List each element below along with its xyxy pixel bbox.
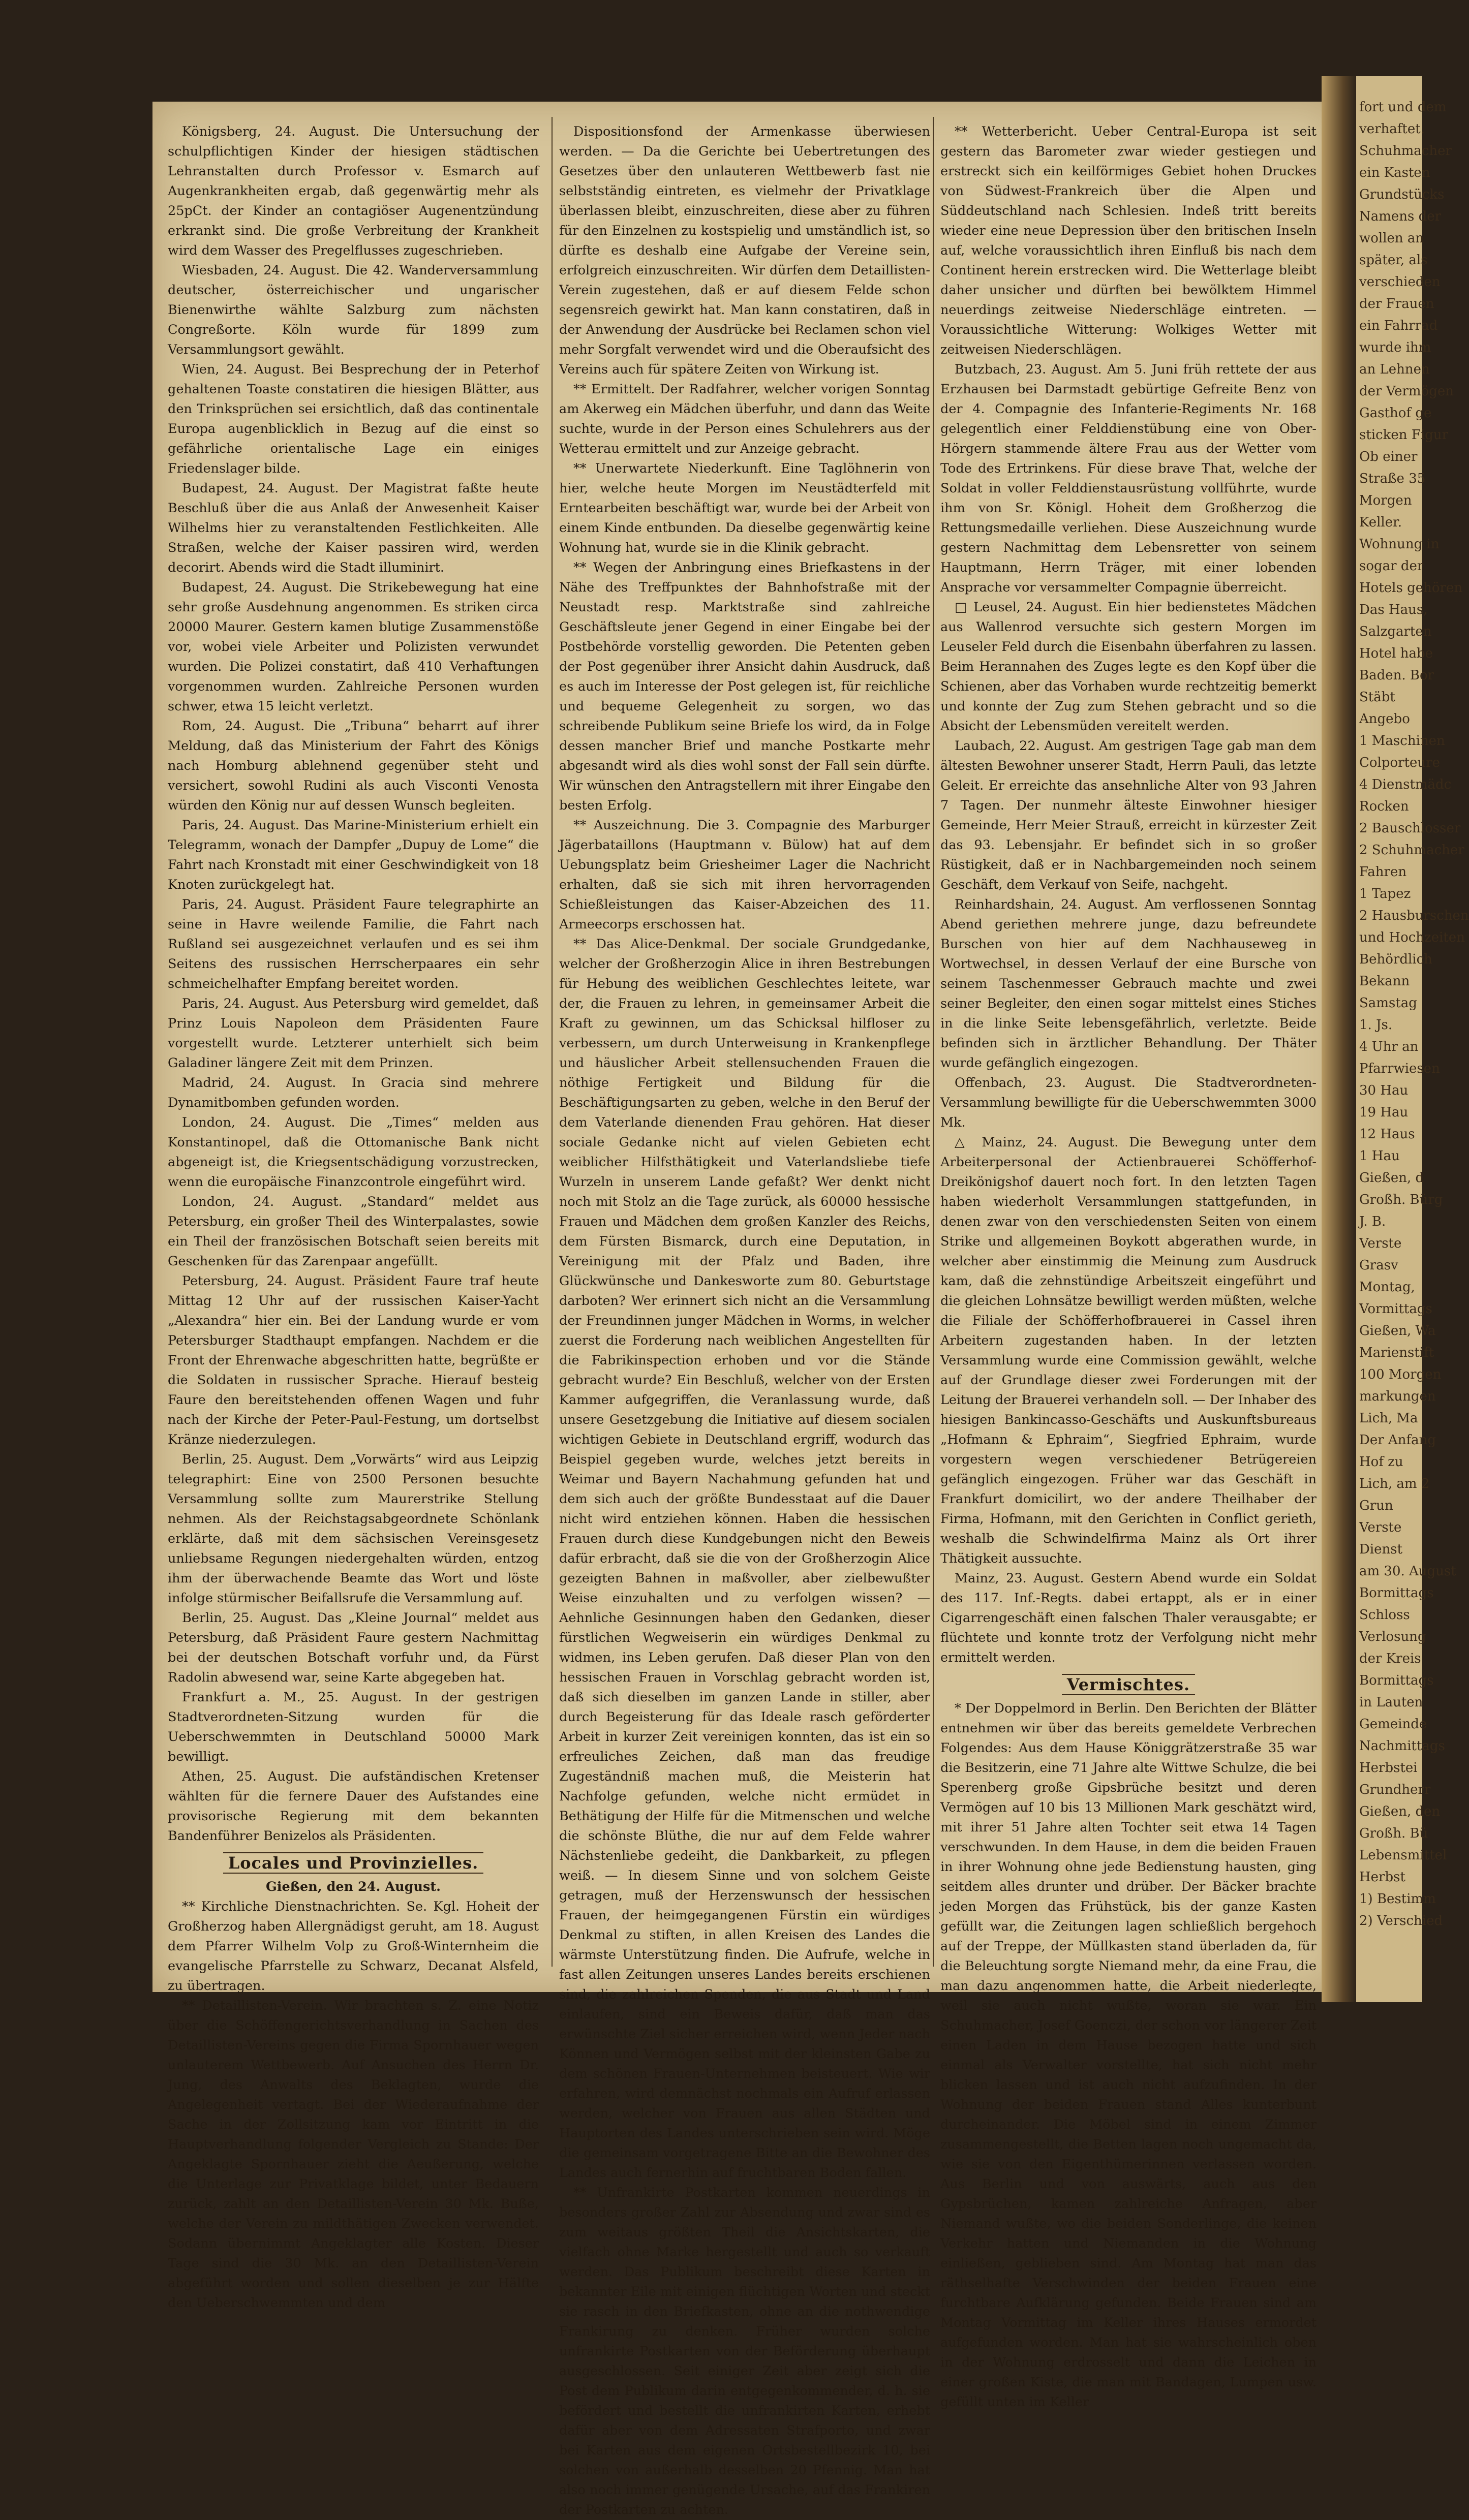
facing-page-line: 1 Hau	[1359, 1148, 1400, 1164]
facing-page-line: Rocken	[1359, 799, 1409, 814]
facing-page-line: markungen	[1359, 1389, 1436, 1404]
facing-page-line: Pfarrwiesen	[1359, 1061, 1440, 1076]
article-kirchliche: ** Kirchliche Dienstnachrichten. Se. Kgl. Hoheit der Großherzog haben Allergnädigst geruht, am 18. August dem Pfarrer Wilhelm Volp zu Groß-Winternheim die evangelische Pfarrstelle zu Schwarz, Decanat Alsfeld, zu übertragen.	[168, 1899, 539, 1994]
article-london-1: London, 24. August. Die „Times“ melden aus Konstantinopel, daß die Ottomanische Bank nicht abgeneigt ist, die Kriegsentschädigung vorzustrecken, wenn die europäische Finanzcontrole eingeführt wird.	[168, 1115, 539, 1190]
facing-page-line: in Lauten	[1359, 1695, 1423, 1710]
facing-page-line: Behördlich	[1359, 952, 1432, 967]
facing-page-line: Schuhmacher	[1359, 143, 1452, 159]
column-1	[168, 122, 539, 2311]
facing-page-text	[1356, 76, 1469, 1932]
facing-page-line: Lich, am 2	[1359, 1476, 1430, 1491]
facing-page-line: Gemeinde	[1359, 1717, 1427, 1732]
facing-page-line: Vormittags	[1359, 1301, 1432, 1317]
article-leusel: □ Leusel, 24. August. Ein hier bedienstetes Mädchen aus Wallenrod versuchte sich gestern Morgen im Leuseler Feld durch die Eisenbahn überfahren zu lassen. Beim Herannahen des Zuges legte es den Kopf über die Schienen, aber das Vorhaben wurde rechtzeitig bemerkt und konnte der Zug zum Stehen gebracht und so die Absicht der Lebensmüden vereitelt werden.	[940, 600, 1317, 734]
facing-page-line: ein Kasten	[1359, 165, 1430, 180]
article-doppelmord: * Der Doppelmord in Berlin. Den Berichten der Blätter entnehmen wir über das bereits gemeldete Verbrechen Folgendes: Aus dem Hause Königgrätzerstraße 35 war die Besitzerin, eine 71 Jahre alte Wittwe Schulze, die bei Sperenberg große Gipsbrüche besitzt und deren Vermögen auf 10 bis 13 Millionen Mark geschätzt wird, mit ihrer 51 Jahre alten Tochter seit etwa 14 Tagen verschwunden. In dem Hause, in dem die beiden Frauen in ihrer Wohnung ohne jede Bedienstung hausten, ging seitdem alles drunter und drüber. Der Bäcker brachte jeden Morgen das Frühstück, bis der ganze Kasten gefüllt war, die Zeitungen lagen schließlich bergehoch auf der Treppe, der Müllkasten stand überladen da, für die Beleuchtung sorgte Niemand mehr, da eine Frau, die man dazu angenommen hatte, die Arbeit niederlegte, weil sie auch nicht wußte, woran sie war. Ein Schuhmacher, Josef Goenczi, der schon vor längerer Zeit einen Laden in dem Hause bezogen hatte und sich einmal als Verwalter vorstellte, hat sich nicht mehr blicken lassen und ist auch nicht aufzufinden. In der Wohnung der beiden Frauen stand Alles kunterbunt durcheinander. Die Möbel sind in einem Zimmer zusammengestellt, die Betten lagen noch ungemacht da, wie sie von den Eigenthümerinnen verlassen worden. Aus Berlin und von auswärts, auch aus den Gypsbrüchen, kamen zahlreiche Anfragen, aber Niemand wußte, wo die beiden Sonderlinge, die keinen Verkehr hatten und Niemanden in die Wohnung einließen, geblieben sind. Am Montag hat man das räthselhafte Verschwinden der beiden Frauen eine furchtbare Aufklärung gefunden. Beide Frauen sind am Montag Vormittag im Keller ihres Hauses ermordet aufgefunden worden. Man hat sie wahrscheinlich oben in der Wohnung erdrosselt und dann die Leichen in einer großen Kiste, die man mit Bandagen, Lumpen usw. gefüllt unten im Keller	[940, 1701, 1317, 2410]
facing-page-line: Gießen, Wa	[1359, 1323, 1436, 1339]
section-heading-text: Locales und Provinzielles.	[223, 1852, 484, 1874]
facing-page-line: 2 Hausburschen	[1359, 908, 1469, 923]
facing-page-line: Grundstücks	[1359, 187, 1445, 202]
facing-page-line: 4 Dienstmädc	[1359, 777, 1452, 792]
facing-page-line: verhaftet.	[1359, 121, 1425, 137]
section-heading-text: Vermischtes.	[1062, 1674, 1195, 1695]
facing-page-line: Grundherr	[1359, 1782, 1431, 1797]
facing-page-line: Fahren	[1359, 864, 1407, 880]
facing-page-line: Hotels gehören	[1359, 580, 1463, 596]
article-continuation: Dispositionsfond der Armenkasse überwiesen werden. — Da die Gerichte bei Uebertretungen des Gesetzes über den unlauteren Wettbewerb fast nie selbstständig eintreten, es vielmehr der Privatklage überlassen bleibt, einzuschreiten, diese aber zu führen für den Einzelnen zu kostspielig und umständlich ist, so dürfte es deshalb eine Aufgabe der Vereine sein, erfolgreich einzuschreiten. Wir dürfen dem Detaillisten-Verein zugestehen, daß er auf diesem Felde schon segensreich gewirkt hat. Man kann constatiren, daß in der Anwendung der Ausdrücke bei Reclamen schon viel mehr Sorgfalt verwendet wird und die Oberaufsicht des Vereins auch für spätere Zeiten von Wirkung ist.	[559, 124, 930, 377]
article-paris-3: Paris, 24. August. Aus Petersburg wird gemeldet, daß Prinz Louis Napoleon dem Präsidenten Faure vorgestellt wurde. Letzterer unterhielt sich beim Galadiner längere Zeit mit dem Prinzen.	[168, 996, 539, 1071]
facing-page-line: 2) Verschied	[1359, 1913, 1443, 1928]
facing-page-line: Lich, Ma	[1359, 1411, 1418, 1426]
column-rule	[552, 117, 553, 1967]
facing-page-line: Der Anfang	[1359, 1433, 1436, 1448]
article-paris-1: Paris, 24. August. Das Marine-Ministerium erhielt ein Telegramm, wonach der Dampfer „Dupuy de Lome“ die Fahrt nach Kronstadt mit einer Geschwindigkeit von 18 Knoten zurückgelegt hat.	[168, 818, 539, 892]
facing-page-line: der Vermögen	[1359, 384, 1454, 399]
facing-page-line: Stäbt	[1359, 690, 1395, 705]
article-alice-denkmal: ** Das Alice-Denkmal. Der sociale Grundgedanke, welcher der Großherzogin Alice in ihren Bestrebungen für Hebung des weiblichen Geschlechtes leitete, war der, die Frauen zu lehren, in gemeinsamer Arbeit die Kraft zu gewinnen, um das Schicksal hilfloser zu verbessern, um durch Unterweisung in Krankenpflege und häuslicher Arbeit stellensuchenden Frauen die nöthige Fertigkeit und Bildung für die Beschäftigungsarten zu geben, welche in den Beruf der dem Vaterlande dienenden Frau gehören. Hat dieser sociale Gedanke nicht auf vielen Gebieten echt weiblicher Hilfsthätigkeit und Vaterlandsliebe tiefe Wurzeln in unserem Lande gefaßt? Wer denkt nicht noch mit Stolz an die Tage zurück, als 60000 hessische Frauen und Mädchen dem großen Kanzler des Reichs, dem Fürsten Bismarck, durch eine Deputation, in Vereinigung mit der Pfalz und Baden, ihre Glückwünsche und Dankesworte zum 80. Geburtstage darboten? Wer erinnert sich nicht an die Versammlung der Freundinnen junger Mädchen in Worms, in welcher zuerst die Forderung nach weiblichen Angestellten für die Fabrikinspection erhoben und vor die Stände gebracht wurde? Ein Beschluß, welcher von der Ersten Kammer aufgegriffen, die Veranlassung wurde, daß unsere Gesetzgebung die Initiative auf diesem socialen wichtigen Gebiete in Deutschland ergriff, wodurch das Beispiel gegeben wurde, welches jetzt bereits in Weimar und Bayern Nachahmung gefunden hat und dem sich auch der größte Bundesstaat auf die Dauer nicht wird entziehen können. Haben die hessischen Frauen durch diese Kundgebungen nicht den Beweis dafür erbracht, daß sie die von der Großherzogin Alice gezeigten Bahnen in maßvoller, aber zielbewußter Weise einzuhalten und zu verfolgen wissen? — Aehnliche Gesinnungen haben den Gedanken, dieser fürstlichen Wegweiserin ein würdiges Denkmal zu widmen, ins Leben gerufen. Daß dieser Plan von den hessischen Frauen in Vorschlag gebracht worden ist, daß sich dieselben im ganzen Lande in stiller, aber durch Begeisterung für das Ideale rasch geförderter Arbeit in kurzer Zeit vereinigen konnten, das ist ein so erfreuliches Zeichen, daß man das freudige Zugeständniß machen muß, die Meisterin hat Nachfolge gefunden, welche nicht ermüdet in Bethätigung der Hilfe für die Mitmenschen und welche die schönste Blüthe, die nur auf dem Felde wahrer Nächstenliebe gedeiht, die Dankbarkeit, zu pflegen weiß. — In diesem Sinne und von solchem Geiste getragen, muß der Herzenswunsch der hessischen Frauen, der heimgegangenen Fürstin ein würdiges Denkmal zu stiften, in allen Kreisen des Landes die wärmste Unterstützung finden. Die Aufrufe, welche in fast allen Zeitungen unseres Landes bereits erschienen sind, die zahlreichen Spenden, die aus Stadt und Land einlaufen, sind ein Beweis dafür, daß man das erwünschte Ziel sicher erreichen wird, wenn Jeder nach Können und Vermögen selbst mit der kleinsten Gabe zu dem schönen Frauen-Unternehmen beisteuert. Wie wir erfahren, wird demnächst nochmals ein Aufruf erlassen werden, welcher von Frauen aus allen Städten und Hauptorten des Landes unterschrieben sein wird. Möge die gemeinsam vorgetragene Bitte an die Bewohner des Landes auch fernerhin auf fruchtbaren Boden fallen.	[559, 937, 930, 2181]
facing-page-line: Schloss	[1359, 1607, 1410, 1623]
facing-page-line: Das Haus,	[1359, 602, 1428, 617]
facing-page-line: am 30. August	[1359, 1564, 1456, 1579]
article-london-2: London, 24. August. „Standard“ meldet aus Petersburg, ein großer Theil des Winterpalastes, sowie ein Theil der französischen Botschaft seien bereits mit Geschenken für das Zarenpaar angefüllt.	[168, 1194, 539, 1269]
article-reinhardshain: Reinhardshain, 24. August. Am verflossenen Sonntag Abend geriethen mehrere junge, dazu befreundete Burschen von hier auf dem Nachhauseweg in Wortwechsel, in dessen Verlauf der eine Bursche von seinem Taschenmesser Gebrauch machte und zwei seiner Begleiter, den einen sogar mittelst eines Stiches in die linke Seite lebensgefährlich, verletzte. Beide befinden sich in ärztlicher Behandlung. Der Thäter wurde gefänglich eingezogen.	[940, 897, 1317, 1071]
facing-page-line: Morgen	[1359, 493, 1412, 508]
facing-page-line: Grun	[1359, 1498, 1393, 1513]
facing-page-line: Samstag	[1359, 995, 1417, 1011]
article-petersburg: Petersburg, 24. August. Präsident Faure traf heute Mittag 12 Uhr auf der russischen Kaiser-Yacht „Alexandra“ hier ein. Bei der Landung wurde er vom Petersburger Stadthaupt empfangen. Nachdem er die Front der Ehrenwache abgeschritten hatte, begrüßte er die Soldaten in russischer Sprache. Hierauf besteig Faure den bereitstehenden offenen Wagen und fuhr nach der Kirche der Peter-Paul-Festung, um dortselbst Kränze niederzulegen.	[168, 1273, 539, 1447]
facing-page-line: Herbstei	[1359, 1760, 1418, 1776]
facing-page-line: J. B.	[1359, 1214, 1386, 1229]
article-wetterbericht: ** Wetterbericht. Ueber Central-Europa ist seit gestern das Barometer zwar wieder gestiegen und erstreckt sich ein keilförmiges Gebiet hohen Druckes von Südwest-Frankreich über die Alpen und Süddeutschland nach Schlesien. Indeß tritt bereits wieder eine neue Depression über den britischen Inseln auf, welche voraussichtlich ihren Einfluß bis nach dem Continent herein erstrecken wird. Die Wetterlage bleibt daher unsicher und dürften bei bewölktem Himmel neuerdings zeitweise Niederschläge eintreten. — Voraussichtliche Witterung: Wolkiges Wetter mit zeitweisen Niederschlägen.	[940, 124, 1317, 357]
article-niederkunft: ** Unerwartete Niederkunft. Eine Taglöhnerin von hier, welche heute Morgen im Neustädterfeld mit Erntearbeiten beschäftigt war, wurde bei der Arbeit von einem Kinde entbunden. Da dieselbe gegenwärtig keine Wohnung hat, wurde sie in die Klinik gebracht.	[559, 461, 930, 555]
article-wiesbaden: Wiesbaden, 24. August. Die 42. Wanderversammlung deutscher, österreichischer und ungarischer Bienenwirthe wählte Salzburg zum nächsten Congreßorte. Köln wurde für 1899 zum Versammlungsort gewählt.	[168, 263, 539, 357]
facing-page-line: Hotel habe	[1359, 646, 1433, 661]
article-budapest-1: Budapest, 24. August. Der Magistrat faßte heute Beschluß über die aus Anlaß der Anwesenheit Kaiser Wilhelms hier zu veranstaltenden Festlichkeiten. Alle Straßen, welche der Kaiser passiren wird, werden decorirt. Abends wird die Stadt illuminirt.	[168, 481, 539, 575]
facing-page-line: 1) Bestimm	[1359, 1891, 1436, 1907]
facing-page-line: Montag,	[1359, 1280, 1415, 1295]
article-rom: Rom, 24. August. Die „Tribuna“ beharrt auf ihrer Meldung, daß das Ministerium der Fahrt des Königs nach Homburg ablehnend gegenüber steht und versichert, sowohl Rudini als auch Visconti Venosta würden den König nur auf dessen Wunsch begleiten.	[168, 719, 539, 813]
article-frankfurt: Frankfurt a. M., 25. August. In der gestrigen Stadtverordneten-Sitzung wurden für die Ueberschwemmten in Deutschland 50000 Mark bewilligt.	[168, 1690, 539, 1764]
facing-page-line: Herbst	[1359, 1870, 1405, 1885]
article-detaillisten: ** Detaillisten-Verein. Wir brachten s. Z. eine Notiz über die Schöffengerichtsverhandlung in Sachen des Detaillisten-Vereins gegen die Firma Spornhauer wegen unlauterem Wettbewerb. Auf Ansuchen des Herrn Dr. Jung, des Anwalts des Beklagten, wurde die Angelegenheit vertagt. Bei der Wiederaufnahme der Sache in der Zollsitzung kam vor Eintritt in die Hauptverhandlung folgender Vergleich zu Stande: Der Angeklagte Spornhauer zieht die Aeußerung, welche die Unterlage zur Privatklage bildet, unter Bedauern zurück, zahlt an den Detaillisten-Verein 30 Mk. Buße, welche der Verein zu mildthätigen Zwecken verwendet. Sodann übernimmt Angeklagter alle Kosten. Dieser Tage sind die 30 Mk. an den Detaillisten-Verein abgeführt worden und sollen dieselben je zur Hälfte den Ueberschwemmten und dem	[168, 1998, 539, 2311]
facing-page-line: Ob einer	[1359, 449, 1418, 464]
facing-page-line: Großh. Bürg	[1359, 1192, 1443, 1207]
article-berlin-2: Berlin, 25. August. Das „Kleine Journal“ meldet aus Petersburg, daß Präsident Faure gestern Nachmittag bei der deutschen Botschaft vorfuhr und, da Fürst Radolin abwesend war, seine Karte abgegeben hat.	[168, 1610, 539, 1685]
facing-page-line: Keller.	[1359, 515, 1402, 530]
article-briefkasten: ** Wegen der Anbringung eines Briefkastens in der Nähe des Treffpunktes der Bahnhofstraße mit der Neustadt resp. Marktstraße sind zahlreiche Geschäftsleute jener Gegend in einer Eingabe bei der Postbehörde vorstellig geworden. Die Petenten geben der Post gegenüber ihrer Ansicht dahin Ausdruck, daß es auch im Interesse der Post gelegen ist, für reichliche und bequeme Gelegenheit zu sorgen, wo das schreibende Publikum seine Briefe los wird, da in Folge dessen mancher Brief und manche Postkarte mehr abgesandt wird als dies wohl sonst der Fall sein dürfte. Wir wünschen den Antragstellern mit ihrer Eingabe den besten Erfolg.	[559, 560, 930, 813]
facing-page-line: Hof zu	[1359, 1454, 1403, 1470]
facing-page-line: Salzgarten	[1359, 624, 1432, 639]
facing-page-edge	[1356, 76, 1469, 2002]
article-koenigsberg: Königsberg, 24. August. Die Untersuchung der schulpflichtigen Kinder der hiesigen städtischen Lehranstalten durch Professor v. Esmarch auf Augenkrankheiten ergab, daß gegenwärtig mehr als 25pCt. der Kinder an contagiöser Augenentzündung erkrankt sind. Die große Verbreitung der Krankheit wird dem Wasser des Pregelflusses zugeschrieben.	[168, 124, 539, 258]
facing-page-line: 2 Schuhmacher	[1359, 843, 1464, 858]
facing-page-line: sticken Figur	[1359, 427, 1448, 443]
facing-page-line: Gießen, d	[1359, 1170, 1424, 1186]
facing-page-line: 19 Hau	[1359, 1105, 1409, 1120]
facing-page-line: 2 Bauschlosser	[1359, 821, 1461, 836]
article-auszeichnung: ** Auszeichnung. Die 3. Compagnie des Marburger Jägerbataillons (Hauptmann v. Bülow) hat auf dem Uebungsplatz beim Griesheimer Lager die Nachricht erhalten, daß sie sich mit ihren hervorragenden Schießleistungen das Kaiser-Abzeichen des 11. Armeecorps erschossen hat.	[559, 818, 930, 932]
article-ermittelt: ** Ermittelt. Der Radfahrer, welcher vorigen Sonntag am Akerweg ein Mädchen überfuhr, und dann das Weite suchte, wurde in der Person eines Schulehrers aus der Wetterau ermittelt und zur Anzeige gebracht.	[559, 382, 930, 456]
article-paris-2: Paris, 24. August. Präsident Faure telegraphirte an seine in Havre weilende Familie, die Fahrt nach Rußland sei ausgezeichnet verlaufen und es sei ihm Seitens des russischen Herrscherpaares ein sehr schmeichelhafter Empfang bereitet worden.	[168, 897, 539, 991]
article-athen: Athen, 25. August. Die aufständischen Kretenser wählten für die fernere Dauer des Aufstandes eine provisorische Regierung mit dem bekannten Bandenführer Benizelos als Präsidenten.	[168, 1769, 539, 1844]
facing-page-line: Gasthof ge	[1359, 406, 1432, 421]
facing-page-line: Namens der	[1359, 209, 1442, 224]
facing-page-line: Bormittags	[1359, 1585, 1434, 1601]
facing-page-line: später, als	[1359, 253, 1428, 268]
facing-page-line: Marienstift	[1359, 1345, 1434, 1360]
column-3	[940, 122, 1317, 2410]
facing-page-line: Dienst	[1359, 1542, 1403, 1557]
facing-page-line: verschieden	[1359, 274, 1441, 290]
section-heading-vermischtes	[940, 1675, 1317, 1695]
facing-page-line: 100 Morgen	[1359, 1367, 1442, 1382]
facing-page-line: der Kreis	[1359, 1651, 1421, 1666]
facing-page-line: 1. Js.	[1359, 1017, 1393, 1033]
article-mainz-1: △ Mainz, 24. August. Die Bewegung unter dem Arbeiterpersonal der Actienbrauerei Schöfferhof-Dreikönigshof dauert noch fort. In den letzten Tagen haben wiederholt Versammlungen stattgefunden, in denen zwar von den verschiedensten Seiten von einem Strike und allgemeinen Boykott abgerathen wurde, in welcher aber einstimmig die Meinung zum Ausdruck kam, daß die zehnstündige Arbeitszeit eingeführt und die gleichen Lohnsätze bewilligt werden müßten, welche die Filiale der Schöfferhofbrauerei in Cassel ihren Arbeitern zugestanden haben. In der letzten Versammlung wurde eine Commission gewählt, welche auf der Grundlage dieser zwei Forderungen mit der Leitung der Brauerei verhandeln soll. — Der Inhaber des hiesigen Bankincasso-Geschäfts und Auskunftsbureaus „Hofmann & Ephraim“, Siegfried Ephraim, wurde vorgestern wegen verschiedener Betrügereien gefänglich eingezogen. Früher war das Geschäft in Frankfurt domicilirt, wo der andere Theilhaber der Firma, Hofmann, mit den Gerichten in Conflict gerieth, weshalb die Schwindelfirma Mainz als Ort ihrer Thätigkeit aussuchte.	[940, 1135, 1317, 1566]
facing-page-line: an Lehnen	[1359, 362, 1430, 377]
article-madrid: Madrid, 24. August. In Gracia sind mehrere Dynamitbomben gefunden worden.	[168, 1075, 539, 1110]
facing-page-line: sogar der	[1359, 558, 1424, 574]
facing-page-line: 4 Uhr an	[1359, 1039, 1419, 1054]
facing-page-line: 1 Tapez	[1359, 886, 1411, 901]
facing-page-line: Verste	[1359, 1520, 1402, 1535]
facing-page-line: wurde ihm	[1359, 340, 1431, 355]
facing-page-line: fort und dem	[1359, 100, 1447, 115]
column-rule	[933, 117, 934, 1967]
dateline: Gießen, den 24. August.	[265, 1879, 441, 1894]
facing-page-line: Straße 35	[1359, 471, 1426, 486]
facing-page-line: Großh. Bü	[1359, 1826, 1428, 1841]
article-budapest-2: Budapest, 24. August. Die Strikebewegung hat eine sehr große Ausdehnung angenommen. Es striken circa 20000 Maurer. Gestern kamen blutige Zusammenstöße vor, wobei viele Arbeiter und Polizisten verwundet wurden. Die Polizei constatirt, daß 410 Verhaftungen vorgenommen wurden. Zahlreiche Personen wurden schwer, etwa 15 leicht verletzt.	[168, 580, 539, 714]
article-laubach: Laubach, 22. August. Am gestrigen Tage gab man dem ältesten Bewohner unserer Stadt, Herrn Pauli, das letzte Geleit. Er erreichte das ansehnliche Alter von 93 Jahren 7 Tagen. Der nunmehr älteste Einwohner hiesiger Gemeinde, Herr Meier Strauß, erreicht in kürzester Zeit das 93. Lebensjahr. Er befindet sich in so großer Rüstigkeit, daß er in Nachbargemeinden noch seinem Geschäft, dem Verkauf von Seife, nachgeht.	[940, 738, 1317, 892]
facing-page-line: 30 Hau	[1359, 1083, 1409, 1098]
facing-page-line: Baden. Bor	[1359, 668, 1434, 683]
facing-page-line: Grasv	[1359, 1258, 1398, 1273]
facing-page-line: Gießen, den	[1359, 1804, 1441, 1819]
facing-page-line: Nachmittags	[1359, 1738, 1445, 1754]
article-postkarten: ** Unfrankirte Postkarten kommen neuerdings in besonders großer Zahl zur Absendung und zwar sind es zum weitaus größten Theil die Ansichtskarten, die vielfach ohne Marke hergestellt und auch so verkauft werden. Das Publikum beschreibt diese Karten in bekannter Eile mit einigen flüchtigen Worten und steckt sie rasch in den Briefkasten, ohne an die nothwendige Frankirung zu denken. Früher wurden solche unfrankirte Postkarten von der Beförderung überhaupt ausgeschlossen. Seit einiger Zeit aber zeigt sich die Post dem Publikum darin entgegenkommender, d. h. sie befördert und bestellt die unfrankirten Karten, erhebt dafür aber von dem Adressaten Strafporto, und zwar bei Karten aus dem eigenen Ortsbestellbezirk 10, bei solchen von außerhalb desselben 20 Pfennig. Man hat also noch immer genügende Ursache, auf das Frankiren der Postkarten zu achten.	[559, 2185, 930, 2517]
page-gutter	[1322, 76, 1357, 2002]
article-offenbach: Offenbach, 23. August. Die Stadtverordneten-Versammlung bewilligte für die Ueberschwemmten 3000 Mk.	[940, 1075, 1317, 1130]
facing-page-line: Wohnung in	[1359, 537, 1440, 552]
facing-page-line: Verste	[1359, 1236, 1402, 1251]
section-heading-locales	[168, 1853, 539, 1873]
article-butzbach: Butzbach, 23. August. Am 5. Juni früh rettete der aus Erzhausen bei Darmstadt gebürtige Gefreite Benz von der 4. Compagnie des Infanterie-Regiments Nr. 168 gelegentlich einer Felddienstübung eine von Ober-Hörgern stammende ältere Frau aus der Wetter vom Tode des Ertrinkens. Für diese brave That, welche der Soldat in voller Felddienstausrüstung vollführte, wurde ihm von Sr. Königl. Hoheit dem Großherzog die Rettungsmedaille verliehen. Diese Auszeichnung wurde gestern Nachmittag dem Lebensretter von seinem Hauptmann, Herrn Träger, mit einer lobenden Ansprache vor versammelter Compagnie überreicht.	[940, 362, 1317, 595]
facing-page-line: Colporteure	[1359, 755, 1440, 770]
facing-page-line: Verlosung	[1359, 1629, 1426, 1644]
article-wien: Wien, 24. August. Bei Besprechung der in Peterhof gehaltenen Toaste constatiren die hiesigen Blätter, aus den Trinksprüchen sei ersichtlich, daß das continentale Europa augenblicklich in Bezug auf die einst so gefährliche orientalische Lage ein einiges Friedenslager bilde.	[168, 362, 539, 476]
facing-page-line: ein Fahrrad	[1359, 318, 1438, 333]
facing-page-line: und Hochzeiten	[1359, 930, 1465, 945]
facing-page-line: Bormittags	[1359, 1673, 1434, 1688]
article-mainz-2: Mainz, 23. August. Gestern Abend wurde ein Soldat des 117. Inf.-Regts. dabei ertappt, als er in einer Cigarrengeschäft einen falschen Thaler verausgabte; er flüchtete und konnte trotz der Verfolgung nicht mehr ermittelt werden.	[940, 1571, 1317, 1665]
facing-page-line: der Frauen	[1359, 296, 1434, 312]
facing-page-line: Angebo	[1359, 711, 1410, 727]
column-2	[559, 122, 930, 2517]
facing-page-line: Bekann	[1359, 974, 1410, 989]
facing-page-line: Lebensmittel	[1359, 1848, 1447, 1863]
article-berlin-1: Berlin, 25. August. Dem „Vorwärts“ wird aus Leipzig telegraphirt: Eine von 2500 Personen besuchte Versammlung sollte zum Maurerstrike Stellung nehmen. Als der Reichstagsabgeordnete Schönlank erklärte, daß mit dem sächsischen Vereinsgesetz unliebsame Regungen niedergehalten würden, entzog ihm der überwachende Beamte das Wort und löste infolge stürmischer Beifallsrufe die Versammlung auf.	[168, 1452, 539, 1606]
facing-page-line: 12 Haus	[1359, 1127, 1415, 1142]
facing-page-line: 1 Maschinen	[1359, 733, 1445, 749]
facing-page-line: wollen an	[1359, 231, 1424, 246]
